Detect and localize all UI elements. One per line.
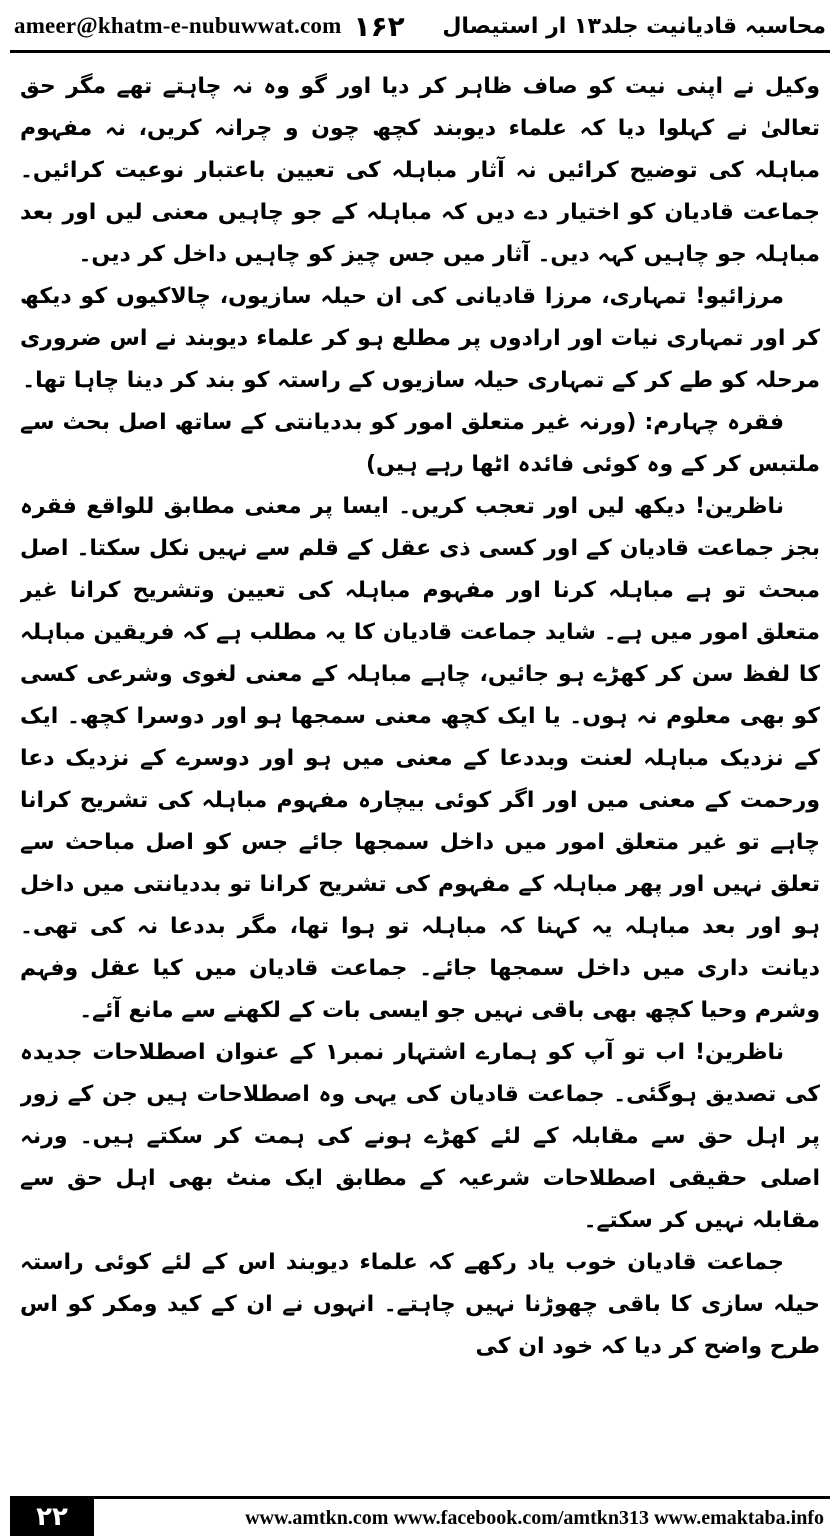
header-rule xyxy=(10,50,830,53)
paragraph-3: فقرہ چہارم: (ورنہ غیر متعلق امور کو بددیانتی کے ساتھ اصل بحث سے ملتبس کر کے وہ کوئی فائدہ اٹھا رہے ہیں) xyxy=(20,410,820,477)
footer-page-number: ۲۲ xyxy=(10,1498,94,1536)
page-body xyxy=(20,66,820,1486)
header-book-title: محاسبہ قادیانیت جلد۱۳ ار استیصال xyxy=(442,13,826,39)
page-header xyxy=(14,6,826,46)
paragraph-6: جماعت قادیان خوب یاد رکھے کہ علماء دیوبند اس کے لئے کوئی راستہ حیلہ سازی کا باقی چھوڑنا نہیں چاہتے۔ انہوں نے ان کے کید ومکر کو اس طرح واضح کر دیا کہ خود ان کی xyxy=(20,1250,820,1359)
paragraph-5: ناظرین! اب تو آپ کو ہمارے اشتہار نمبر۱ کے عنوان اصطلاحات جدیدہ کی تصدیق ہوگئی۔ جماعت قادیان کی یہی وہ اصطلاحات ہیں جن کے زور پر اہل حق سے مقابلہ کے لئے کھڑے ہونے کی ہمت کر سکتے ہیں۔ ورنہ اصلی حقیقی اصطلاحات شرعیہ کے مطابق ایک منٹ بھی اہل حق سے مقابلہ نہیں کر سکتے۔ xyxy=(20,1040,820,1233)
paragraph-2: مرزائیو! تمہاری، مرزا قادیانی کی ان حیلہ سازیوں، چالاکیوں کو دیکھ کر اور تمہاری نیات اور ارادوں پر مطلع ہو کر علماء دیوبند نے اس ضروری مرحلہ کو طے کر کے تمہاری حیلہ سازیوں کے راستہ کو بند کر دینا چاہا تھا۔ xyxy=(20,284,820,393)
header-email[interactable]: ameer@khatm-e-nubuwwat.com xyxy=(14,13,342,38)
paragraph-1: وکیل نے اپنی نیت کو صاف ظاہر کر دیا اور گو وہ نہ چاہتے تھے مگر حق تعالیٰ نے کہلوا دیا کہ علماء دیوبند کچھ چون و چرانہ کریں، نہ مفہوم مباہلہ کی توضیح کرائیں نہ آثار مباہلہ کی تعیین باعتبار نوعیت کرائیں۔ جماعت قادیان کو اختیار دے دیں کہ مباہلہ کے جو چاہیں معنی لیں اور بعد مباہلہ جو چاہیں کہہ دیں۔ آثار میں جس چیز کو چاہیں داخل کر دیں۔ xyxy=(20,74,820,267)
page-footer xyxy=(10,1496,830,1537)
header-page-number: ۱۶۲ xyxy=(353,9,405,43)
paragraph-4: ناظرین! دیکھ لیں اور تعجب کریں۔ ایسا پر معنی مطابق للواقع فقرہ بجز جماعت قادیان کے اور کسی ذی عقل کے قلم سے نہیں نکل سکتا۔ اصل مبحث تو ہے مباہلہ کرنا اور مفہوم مباہلہ کی تعیین وتشریح کرانا غیر متعلق امور میں ہے۔ شاید جماعت قادیان کا یہ مطلب ہے کہ فریقین مباہلہ کا لفظ سن کر کھڑے ہو جائیں، چاہے مباہلہ کے معنی لغوی وشرعی کسی کو بھی معلوم نہ ہوں۔ یا ایک کچھ معنی سمجھا ہو اور دوسرا کچھ۔ ایک کے نزدیک مباہلہ لعنت وبددعا کے معنی میں ہو اور دوسرے کے نزدیک دعا ورحمت کے معنی میں اور اگر کوئی بیچارہ مفہوم مباہلہ کی تشریح کرانا چاہے تو غیر متعلق امور میں داخل سمجھا جائے جس کو اصل مباحث سے تعلق نہیں اور پھر مباہلہ کے مفہوم کی تشریح کرانا تو بددیانتی میں داخل ہو اور بعد مباہلہ یہ کہنا کہ مباہلہ تو ہوا تھا، مگر بددعا نہ کی تھی۔ دیانت داری میں داخل سمجھا جائے۔ جماعت قادیان میں کیا عقل وفہم وشرم وحیا کچھ بھی باقی نہیں جو ایسی بات کے لکھنے سے مانع آئے۔ xyxy=(20,494,820,1023)
header-left xyxy=(14,10,405,43)
footer-links[interactable]: www.amtkn.com www.facebook.com/amtkn313 www.emaktaba.info xyxy=(245,1506,824,1529)
